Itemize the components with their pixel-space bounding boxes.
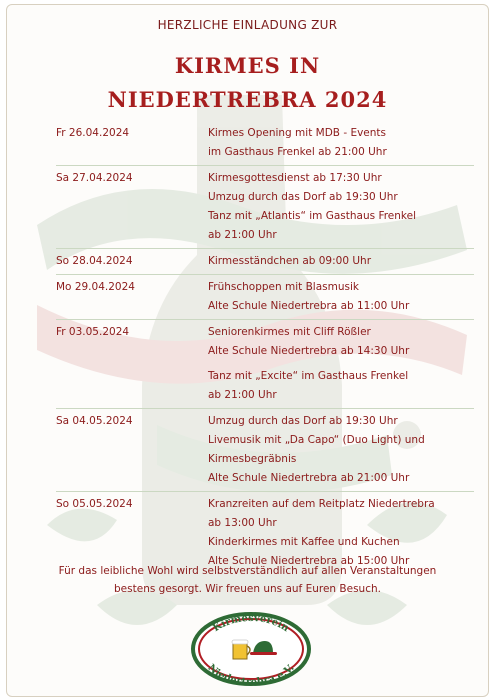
- row-separator: [56, 274, 474, 275]
- row-separator: [56, 165, 474, 166]
- event-line: Tanz mit „Atlantis“ im Gasthaus Frenkel: [208, 210, 417, 222]
- event-line: im Gasthaus Frenkel ab 21:00 Uhr: [208, 146, 387, 158]
- header-subtitle: HERZLICHE EINLADUNG ZUR: [157, 18, 338, 32]
- event-line: Kirmesständchen ab 09:00 Uhr: [208, 255, 372, 267]
- row-separator: [56, 491, 474, 492]
- event-line: Seniorenkirmes mit Cliff Rößler: [208, 326, 371, 338]
- beer-mug-icon: [232, 640, 250, 659]
- event-line: Kranzreiten auf dem Reitplatz Niedertrebra: [208, 498, 435, 510]
- event-date: Mo 29.04.2024: [56, 281, 135, 293]
- schedule-row: [56, 495, 476, 571]
- event-date: Fr 03.05.2024: [56, 326, 130, 338]
- event-line: Umzug durch das Dorf ab 19:30 Uhr: [208, 415, 398, 427]
- header-title-line1: KIRMES IN: [174, 53, 321, 78]
- schedule-row: [56, 252, 476, 271]
- event-line: ab 21:00 Uhr: [208, 389, 277, 401]
- event-date: Sa 04.05.2024: [56, 415, 133, 427]
- event-line: Umzug durch das Dorf ab 19:30 Uhr: [208, 191, 398, 203]
- event-line: Kinderkirmes mit Kaffee und Kuchen: [208, 536, 400, 548]
- event-date: Sa 27.04.2024: [56, 172, 133, 184]
- event-line: Tanz mit „Excite“ im Gasthaus Frenkel: [208, 370, 409, 382]
- event-line: Alte Schule Niedertrebra ab 15:00 Uhr: [208, 555, 410, 567]
- schedule-row: [56, 323, 476, 405]
- schedule-row: [56, 278, 476, 316]
- event-line: Alte Schule Niedertrebra ab 14:30 Uhr: [208, 345, 410, 357]
- logo-text-bottom: Niedertrebra e.V.: [205, 662, 297, 687]
- event-date: Fr 26.04.2024: [56, 127, 130, 139]
- event-line: Livemusik mit „Da Capo“ (Duo Light) und: [208, 434, 425, 446]
- header-title-line2: NIEDERTREBRA 2024: [107, 87, 388, 112]
- event-line: Kirmesgottesdienst ab 17:30 Uhr: [208, 172, 382, 184]
- footer-note: [7, 562, 488, 598]
- schedule-row: [56, 412, 476, 488]
- event-line: ab 21:00 Uhr: [208, 229, 277, 241]
- footer-line: Für das leibliche Wohl wird selbstverständlich auf allen Veranstaltungen: [58, 565, 437, 577]
- event-line: Alte Schule Niedertrebra ab 21:00 Uhr: [208, 472, 410, 484]
- event-line: Kirmes Opening mit MDB - Events: [208, 127, 387, 139]
- row-separator: [56, 408, 474, 409]
- invitation-card: [6, 4, 489, 697]
- row-separator: [56, 248, 474, 249]
- logo-text-top: Kirmesverein: [211, 612, 291, 635]
- schedule-row: [56, 124, 476, 162]
- event-date: So 05.05.2024: [56, 498, 133, 510]
- event-line: Frühschoppen mit Blasmusik: [208, 281, 359, 293]
- event-line: ab 13:00 Uhr: [208, 517, 277, 529]
- event-line: Kirmesbegräbnis: [208, 453, 297, 465]
- event-line: Alte Schule Niedertrebra ab 11:00 Uhr: [208, 300, 410, 312]
- club-logo: [189, 611, 313, 687]
- event-schedule: [56, 124, 476, 571]
- event-date: So 28.04.2024: [56, 255, 133, 267]
- schedule-row: [56, 169, 476, 245]
- row-separator: [56, 319, 474, 320]
- footer-line: bestens gesorgt. Wir freuen uns auf Euren Besuch.: [114, 583, 381, 595]
